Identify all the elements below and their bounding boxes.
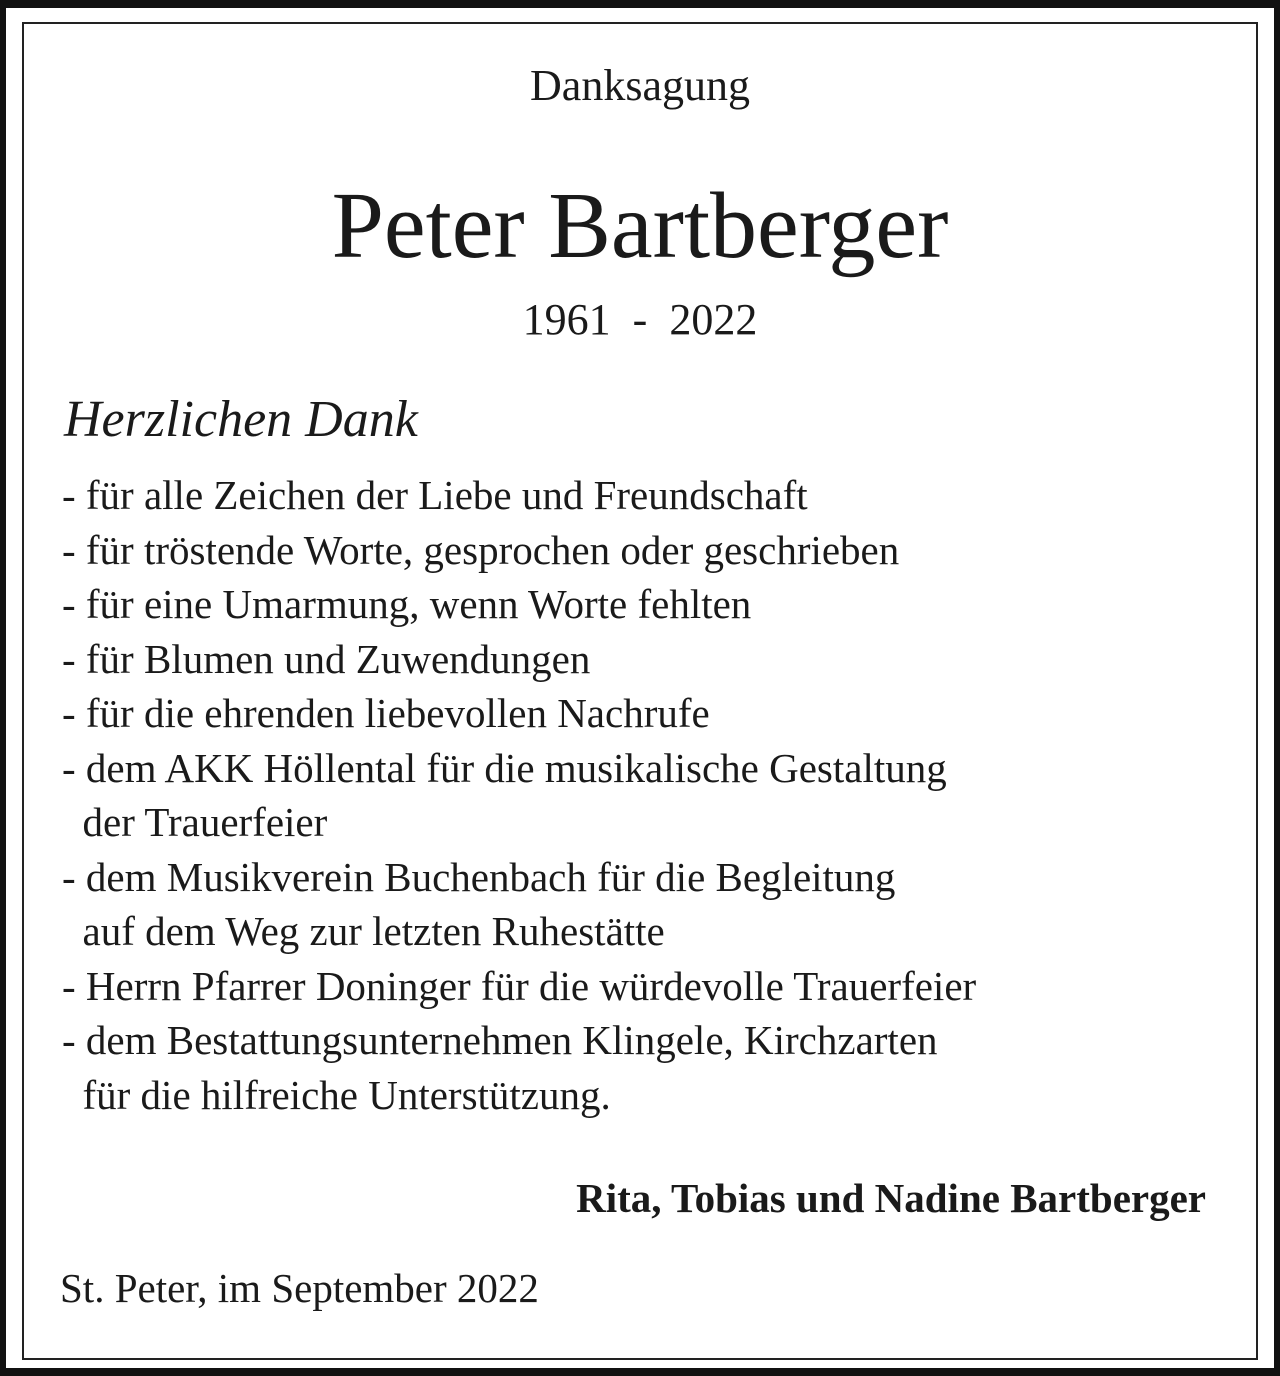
thanks-line: - dem Bestattungsunternehmen Klingele, Kirchzarten — [62, 1017, 938, 1063]
thanks-line: für die hilfreiche Unterstützung. — [62, 1071, 611, 1118]
thanks-line: - für tröstende Worte, gesprochen oder geschrieben — [62, 526, 900, 573]
signature: Rita, Tobias und Nadine Bartberger — [576, 1175, 1206, 1221]
thanks-line: auf dem Weg zur letzten Ruhestätte — [62, 908, 665, 954]
thanks-line: der Trauerfeier — [62, 799, 328, 845]
place-date: St. Peter, im September 2022 — [60, 1265, 539, 1311]
heading: Danksagung — [530, 61, 750, 110]
thanks-list — [62, 468, 1212, 1122]
thanks-title: Herzlichen Dank — [64, 391, 418, 448]
deceased-name: Peter Bartberger — [331, 174, 949, 278]
thanks-line: - dem Musikverein Buchenbach für die Begleitung — [62, 853, 896, 900]
thanks-line: - dem AKK Höllental für die musikalische Gestaltung — [62, 744, 947, 791]
thanks-line: - für eine Umarmung, wenn Worte fehlten — [62, 581, 752, 627]
thanks-line: - für Blumen und Zuwendungen — [62, 635, 591, 682]
thanks-line: - Herrn Pfarrer Doninger für die würdevolle Trauerfeier — [62, 962, 977, 1009]
thanks-line: - für alle Zeichen der Liebe und Freundschaft — [62, 472, 808, 518]
thanks-line: - für die ehrenden liebevollen Nachrufe — [62, 690, 710, 736]
life-years: 1961 - 2022 — [522, 295, 758, 344]
